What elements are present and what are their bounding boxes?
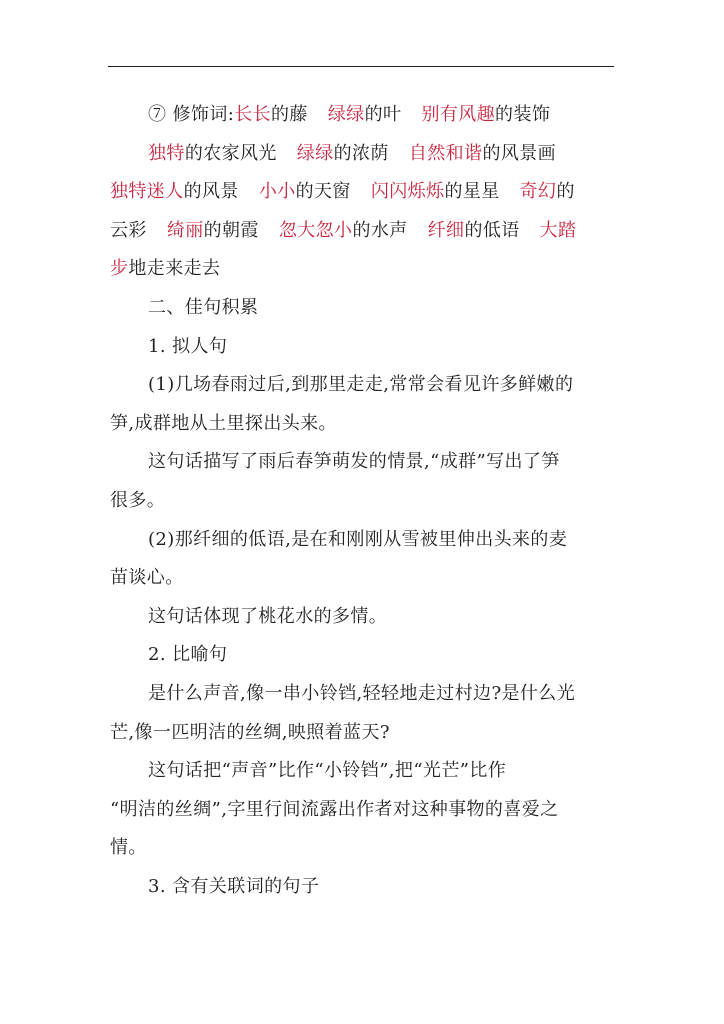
modifier-word: 长长	[234, 104, 271, 125]
modifier-word: 独特	[148, 142, 185, 164]
modifier-word: 小小	[258, 181, 296, 203]
modifier-line-3	[110, 173, 618, 212]
modifier-noun: 地走来走去	[128, 258, 221, 280]
modifier-prefix: ⑦ 修饰词:	[148, 104, 235, 125]
subsection-title-personification: 1. 拟人句	[148, 335, 228, 357]
modifier-noun: 的浓荫	[333, 142, 389, 164]
modifier-line-4	[110, 212, 618, 251]
example-sentence-cont: 苗谈心。	[110, 567, 184, 589]
modifier-noun: 的装饰	[495, 104, 551, 125]
modifier-noun: 的水声	[352, 219, 408, 241]
modifier-word: 独特迷人	[110, 181, 184, 203]
example-sentence: 是什么声音,像一串小铃铛,轻轻地走过村边?是什么光	[148, 682, 576, 704]
header-rule	[108, 66, 614, 67]
modifier-noun: 的藤	[271, 104, 308, 125]
subsection-title-conjunctions: 3. 含有关联词的句子	[148, 875, 320, 897]
commentary-cont: 情。	[110, 837, 147, 859]
modifier-word: 大踏	[539, 219, 577, 241]
commentary: 这句话描写了雨后春笋萌发的情景,“成群”写出了笋	[148, 451, 560, 473]
modifier-word: 忽大忽小	[278, 219, 353, 241]
modifier-word: 绿绿	[296, 142, 334, 164]
modifier-word: 自然和谐	[408, 142, 483, 164]
section-heading: 二、佳句积累	[148, 296, 259, 318]
example-sentence-cont: 笋,成群地从土里探出头来。	[110, 412, 337, 434]
subsection-title-metaphor: 2. 比喻句	[148, 644, 228, 666]
modifier-noun: 的天窗	[295, 181, 351, 203]
modifier-noun: 的低语	[464, 219, 520, 241]
modifier-line-2	[110, 135, 618, 174]
example-sentence-cont: 芒,像一匹明洁的丝绸,映照着蓝天?	[110, 721, 390, 743]
modifier-line-5	[110, 250, 618, 289]
modifier-noun: 的	[556, 181, 575, 203]
modifier-noun: 的风景	[183, 181, 239, 203]
example-sentence: (2)那纤细的低语,是在和刚刚从雪被里伸出头来的麦	[148, 528, 568, 550]
modifier-word: 绮丽	[166, 219, 204, 241]
example-sentence: (1)几场春雨过后,到那里走走,常常会看见许多鲜嫩的	[148, 374, 574, 396]
commentary-cont: 很多。	[110, 489, 166, 511]
modifier-line-1	[110, 96, 618, 135]
commentary-cont: “明洁的丝绸”,字里行间流露出作者对这种事物的喜爱之	[110, 798, 559, 820]
document-body	[110, 96, 618, 906]
modifier-word: 步	[110, 258, 129, 280]
modifier-word: 纤细	[427, 219, 465, 241]
modifier-word: 奇幻	[519, 181, 557, 203]
commentary: 这句话把“声音”比作“小铃铛”,把“光芒”比作	[148, 760, 507, 782]
modifier-word: 别有风趣	[421, 104, 496, 125]
modifier-noun: 云彩	[110, 219, 147, 241]
modifier-noun: 的风景画	[482, 142, 557, 164]
commentary: 这句话体现了桃花水的多情。	[148, 605, 388, 627]
modifier-word: 闪闪烁烁	[370, 181, 445, 203]
modifier-noun: 的农家风光	[184, 142, 277, 164]
modifier-word: 绿绿	[327, 104, 365, 125]
modifier-noun: 的朝霞	[203, 219, 259, 241]
modifier-noun: 的星星	[444, 181, 500, 203]
modifier-noun: 的叶	[364, 104, 402, 125]
